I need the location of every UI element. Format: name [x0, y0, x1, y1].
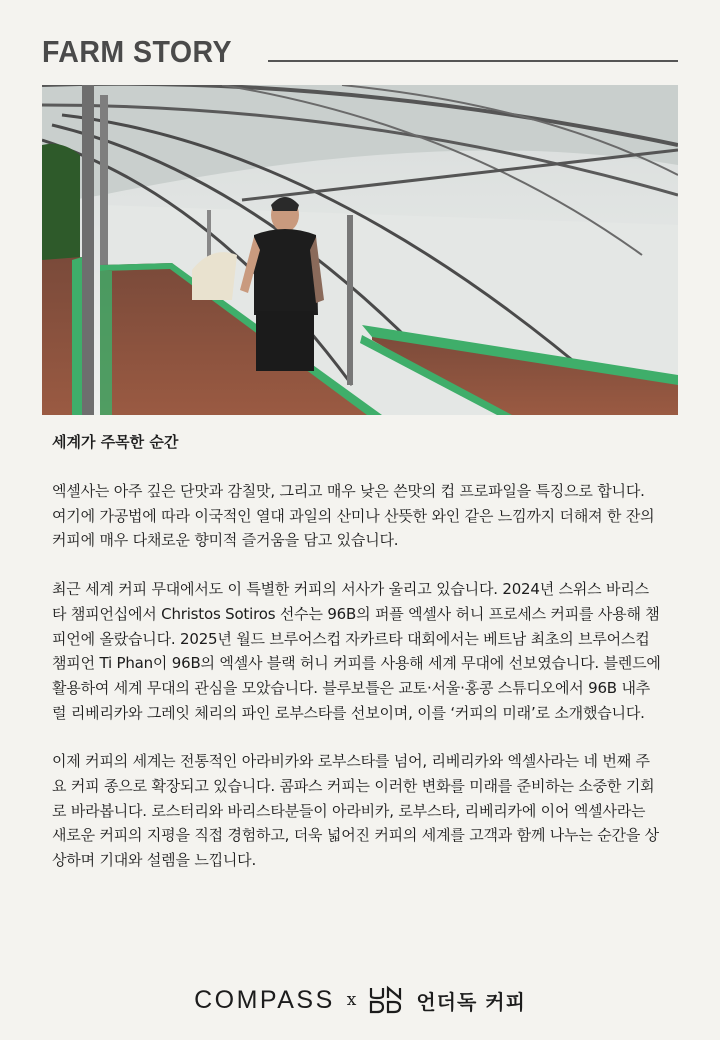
- section-heading: 세계가 주목한 순간: [52, 433, 179, 451]
- collab-separator: x: [346, 990, 357, 1010]
- undd-coffee-name: 언더독 커피: [416, 989, 526, 1014]
- paragraph-1: 엑셀사는 아주 깊은 단맛과 감칠맛, 그리고 매우 낮은 쓴맛의 컵 프로파일을 특징으로 합니다. 여기에 가공법에 따라 이국적인 열대 과일의 산미나 산뜻한 와인 같은 느낌까지 더해져 한 잔의 커피에 매우 다채로운 향미적 즐거움을 담고 있습니다.: [52, 482, 655, 550]
- footer-logos: [0, 982, 720, 1018]
- page-header: [42, 34, 678, 70]
- story-content: [52, 430, 662, 897]
- header-divider: [268, 60, 678, 62]
- page-title: FARM STORY: [42, 34, 232, 69]
- undd-logo-icon: [368, 985, 404, 1015]
- paragraph-3: 이제 커피의 세계는 전통적인 아라비카와 로부스타를 넘어, 리베리카와 엑셀사라는 네 번째 주요 커피 종으로 확장되고 있습니다. 콤파스 커피는 이러한 변화를 미래를 준비하는 소중한 기회로 바라봅니다. 로스터리와 바리스타분들이 아라비카, 로부스타, 리베리카에 이어 엑셀사라는 새로운 커피의 지평을 직접 경험하고, 더욱 넓어진 커피의 세계를 고객과 함께 나누는 순간을 상상하며 기대와 설렘을 느낍니다.: [52, 752, 659, 870]
- compass-logo: COMPASS: [194, 985, 335, 1014]
- paragraph-2: 최근 세계 커피 무대에서도 이 특별한 커피의 서사가 울리고 있습니다. 2024년 스위스 바리스타 챔피언십에서 Christos Sotiros 선수는 96B의 퍼플 엑셀사 허니 프로세스 커피를 사용해 챔피언에 올랐습니다. 2025년 월드 브루어스컵 자카르타 대회에서는 베트남 최초의 브루어스컵 챔피언 Ti Phan이 96B의 엑셀사 블랙 허니 커피를 사용해 세계 무대에 선보였습니다. 블렌드에 활용하여 세계 무대의 관심을 모았습니다. 블루보틀은 교토·서울·홍콩 스튜디오에서 96B 내추럴 리베리카와 그레잇 체리의 파인 로부스타를 선보이며, 이를 ‘커피의 미래’로 소개했습니다.: [52, 580, 661, 722]
- farm-photo: [42, 85, 678, 415]
